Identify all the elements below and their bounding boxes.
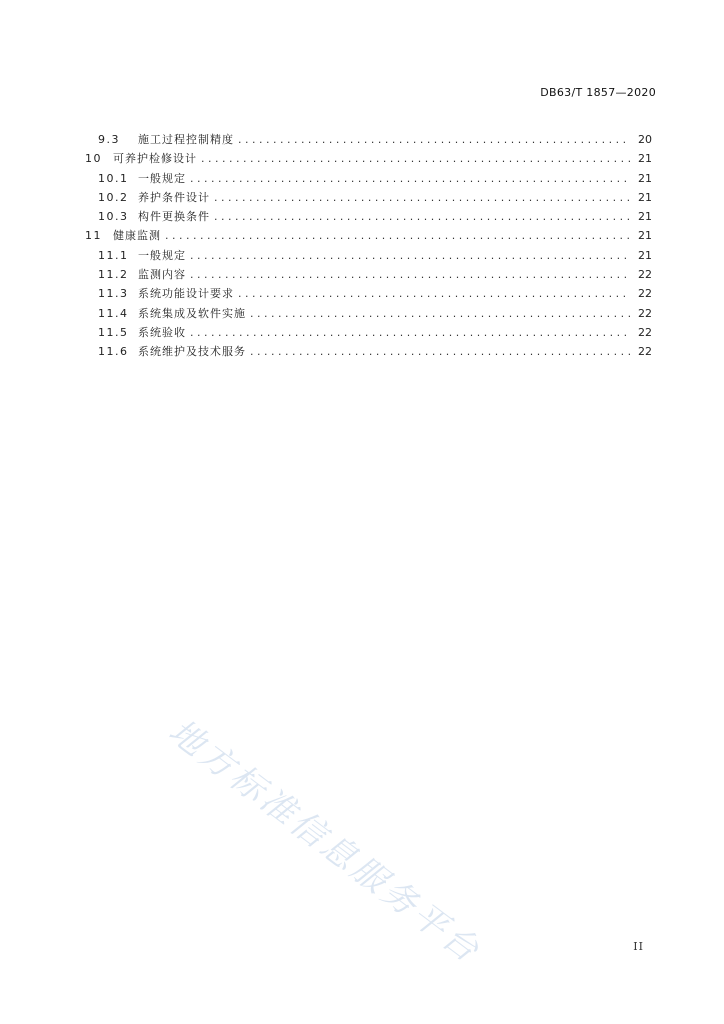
toc-entry-title: 一般规定 xyxy=(138,248,186,262)
toc-entry-11-2[interactable] xyxy=(85,265,652,284)
toc-entry-title: 施工过程控制精度 xyxy=(138,133,234,146)
page-number: II xyxy=(633,940,644,953)
toc-entry-number: 10 xyxy=(85,152,102,166)
toc-entry-10[interactable] xyxy=(85,149,652,168)
toc-entry-number: 11.2 xyxy=(98,268,129,282)
toc-entry-number: 10.2 xyxy=(98,190,129,204)
toc-leader-dots xyxy=(165,226,630,245)
toc-leader-dots xyxy=(214,207,630,226)
toc-entry-page: 21 xyxy=(638,190,652,204)
toc-entry-11[interactable] xyxy=(85,226,652,245)
toc-entry-number: 10.3 xyxy=(98,210,129,224)
toc-entry-page: 20 xyxy=(638,133,652,146)
watermark-text: 地方标准信息服务平台 xyxy=(161,711,489,973)
toc-entry-11-6[interactable] xyxy=(85,342,652,361)
toc-entry-title: 可养护检修设计 xyxy=(113,152,197,166)
toc-entry-page: 21 xyxy=(638,229,652,243)
toc-leader-dots xyxy=(238,130,630,149)
toc-leader-dots xyxy=(238,284,630,303)
document-code: DB63/T 1857—2020 xyxy=(540,86,656,99)
toc-entry-page: 22 xyxy=(638,345,652,359)
toc-entry-number: 11 xyxy=(85,229,102,243)
toc-entry-page: 22 xyxy=(638,287,652,301)
toc-entry-number: 10.1 xyxy=(98,171,129,185)
toc-entry-11-3[interactable] xyxy=(85,284,652,303)
toc-entry-page: 21 xyxy=(638,248,652,262)
toc-entry-page: 21 xyxy=(638,171,652,185)
toc-entry-number: 11.6 xyxy=(98,345,129,359)
toc-entry-11-1[interactable] xyxy=(85,246,652,265)
toc-leader-dots xyxy=(190,246,630,265)
toc-entry-title: 系统功能设计要求 xyxy=(138,287,234,301)
toc-leader-dots xyxy=(190,169,630,188)
toc-entry-title: 构件更换条件 xyxy=(138,210,210,224)
toc-leader-dots xyxy=(250,342,630,361)
toc-entry-10-2[interactable] xyxy=(85,188,652,207)
toc-entry-number: 11.3 xyxy=(98,287,129,301)
toc-entry-11-5[interactable] xyxy=(85,323,652,342)
toc-entry-title: 健康监测 xyxy=(113,229,161,243)
toc-entry-page: 22 xyxy=(638,325,652,339)
toc-entry-page: 22 xyxy=(638,306,652,320)
toc-entry-11-4[interactable] xyxy=(85,304,652,323)
toc-entry-page: 21 xyxy=(638,210,652,224)
toc-entry-page: 22 xyxy=(638,268,652,282)
toc-entry-page: 21 xyxy=(638,152,652,166)
table-of-contents xyxy=(85,130,652,362)
toc-entry-number: 11.4 xyxy=(98,306,129,320)
toc-entry-9-3[interactable] xyxy=(85,130,652,149)
toc-entry-number: 9.3 xyxy=(98,133,120,146)
toc-leader-dots xyxy=(190,265,630,284)
toc-entry-title: 系统维护及技术服务 xyxy=(138,345,246,359)
toc-leader-dots xyxy=(250,304,630,323)
toc-entry-number: 11.5 xyxy=(98,325,129,339)
toc-entry-title: 养护条件设计 xyxy=(138,190,210,204)
toc-entry-number: 11.1 xyxy=(98,248,129,262)
toc-entry-10-1[interactable] xyxy=(85,169,652,188)
toc-entry-title: 监测内容 xyxy=(138,268,186,282)
toc-entry-title: 一般规定 xyxy=(138,171,186,185)
toc-entry-10-3[interactable] xyxy=(85,207,652,226)
toc-entry-title: 系统验收 xyxy=(138,325,186,339)
toc-entry-title: 系统集成及软件实施 xyxy=(138,306,246,320)
toc-leader-dots xyxy=(214,188,630,207)
toc-leader-dots xyxy=(201,149,630,168)
toc-leader-dots xyxy=(190,323,630,342)
